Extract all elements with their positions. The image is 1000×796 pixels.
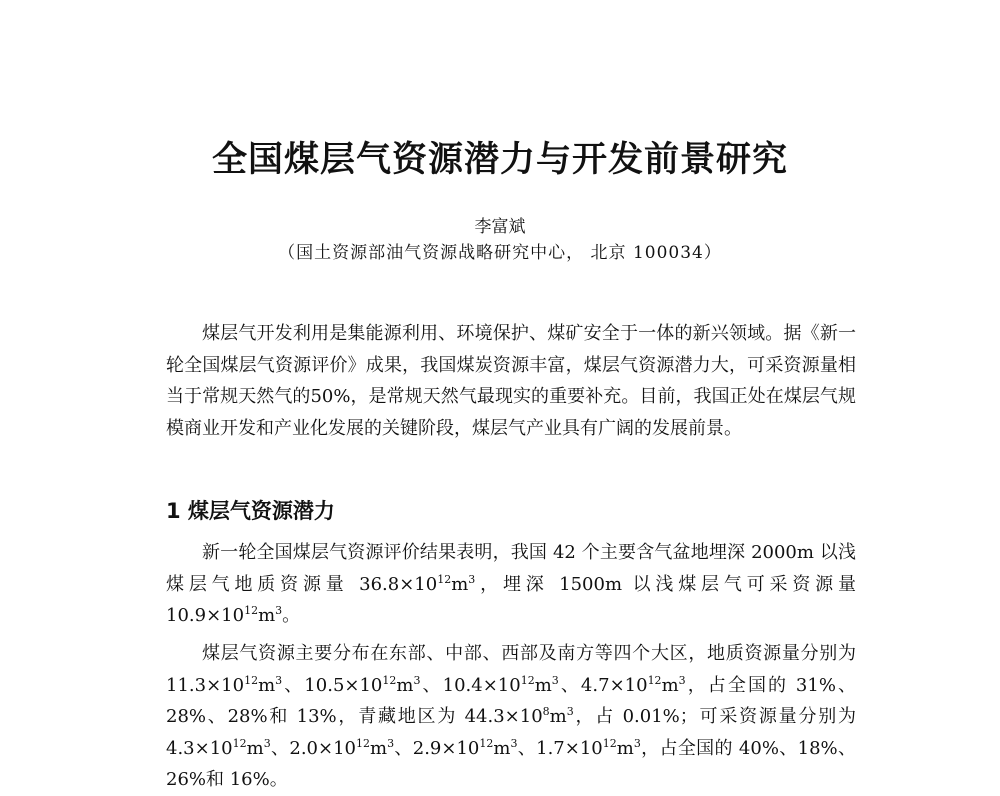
superscript: 3: [275, 604, 283, 617]
superscript: 12: [647, 673, 662, 687]
superscript: 8: [542, 705, 550, 718]
superscript: 12: [437, 572, 452, 586]
text-run: 、10.5×10: [282, 674, 383, 696]
superscript: 12: [356, 736, 370, 750]
superscript: 12: [244, 673, 259, 687]
superscript: 3: [551, 673, 559, 687]
text-run: m: [258, 674, 276, 696]
superscript: 12: [520, 673, 535, 687]
text-run: m: [616, 737, 634, 759]
superscript: 3: [413, 673, 421, 687]
text-run: m: [493, 737, 511, 759]
section-heading: 1 煤层气资源潜力: [166, 499, 335, 523]
author-name: 李富斌: [474, 217, 526, 237]
superscript: 3: [275, 673, 283, 687]
superscript: 3: [633, 736, 641, 750]
text-run: ，占 0.01%；可采资源量分别为 4.3×10: [166, 706, 857, 759]
text-run: m: [549, 706, 567, 727]
text-run: m: [534, 674, 552, 696]
text-run: 新一轮全国煤层气资源评价结果表明，我国 42 个主要含气盆地埋深 2000m 以浅煤层气地质资源量 36.8×10: [166, 542, 856, 595]
text-run: 、2.0×10: [270, 737, 356, 759]
intro-paragraph: 煤层气开发利用是集能源利用、环境保护、煤矿安全于一体的新兴领域。据《新一轮全国煤层气资源评价》成果，我国煤炭资源丰富，煤层气资源潜力大，可采资源量相当于常规天然气的50%，是常规天然气最现实的重要补充。目前，我国正处在煤层气规模商业开发和产业化发展的关键阶段，煤层气产业具有广阔的发展前景。: [166, 323, 856, 439]
text-run: m: [451, 573, 469, 595]
superscript: 3: [263, 736, 271, 750]
superscript: 12: [244, 604, 259, 617]
superscript: 3: [387, 736, 395, 750]
text-run: 煤层气资源主要分布在东部、中部、西部及南方等四个大区，地质资源量分别为 11.3×10: [166, 643, 856, 696]
superscript: 12: [232, 736, 247, 750]
text-run: m: [396, 674, 414, 696]
text-run: 、2.9×10: [394, 737, 480, 759]
author-affiliation: （国土资源部油气资源战略研究中心， 北京 100034）: [278, 243, 722, 263]
superscript: 3: [566, 705, 574, 718]
text-run: ，占全国的 40%、18%、26%和 16%。: [166, 737, 856, 790]
superscript: 12: [382, 673, 397, 687]
body-paragraph-1: [166, 537, 856, 632]
text-run: ，占全国的 31%、28%、28%和 13%，青藏地区为 44.3×10: [166, 674, 856, 727]
text-run: 。: [282, 605, 301, 626]
body-paragraph-2: [166, 638, 856, 796]
text-run: ，埋深 1500m 以浅煤层气可采资源量 10.9×10: [166, 573, 856, 626]
text-run: 、10.4×10: [420, 674, 521, 696]
text-run: m: [246, 737, 264, 759]
superscript: 3: [510, 736, 518, 750]
superscript: 3: [678, 673, 686, 687]
superscript: 12: [602, 736, 617, 750]
text-run: 、4.7×10: [558, 674, 648, 696]
text-run: m: [370, 737, 388, 759]
superscript: 12: [479, 736, 494, 750]
text-run: m: [258, 605, 276, 626]
superscript: 3: [468, 572, 476, 586]
paper-title: 全国煤层气资源潜力与开发前景研究: [211, 140, 788, 180]
text-run: 、1.7×10: [517, 737, 603, 759]
text-run: m: [661, 674, 679, 696]
